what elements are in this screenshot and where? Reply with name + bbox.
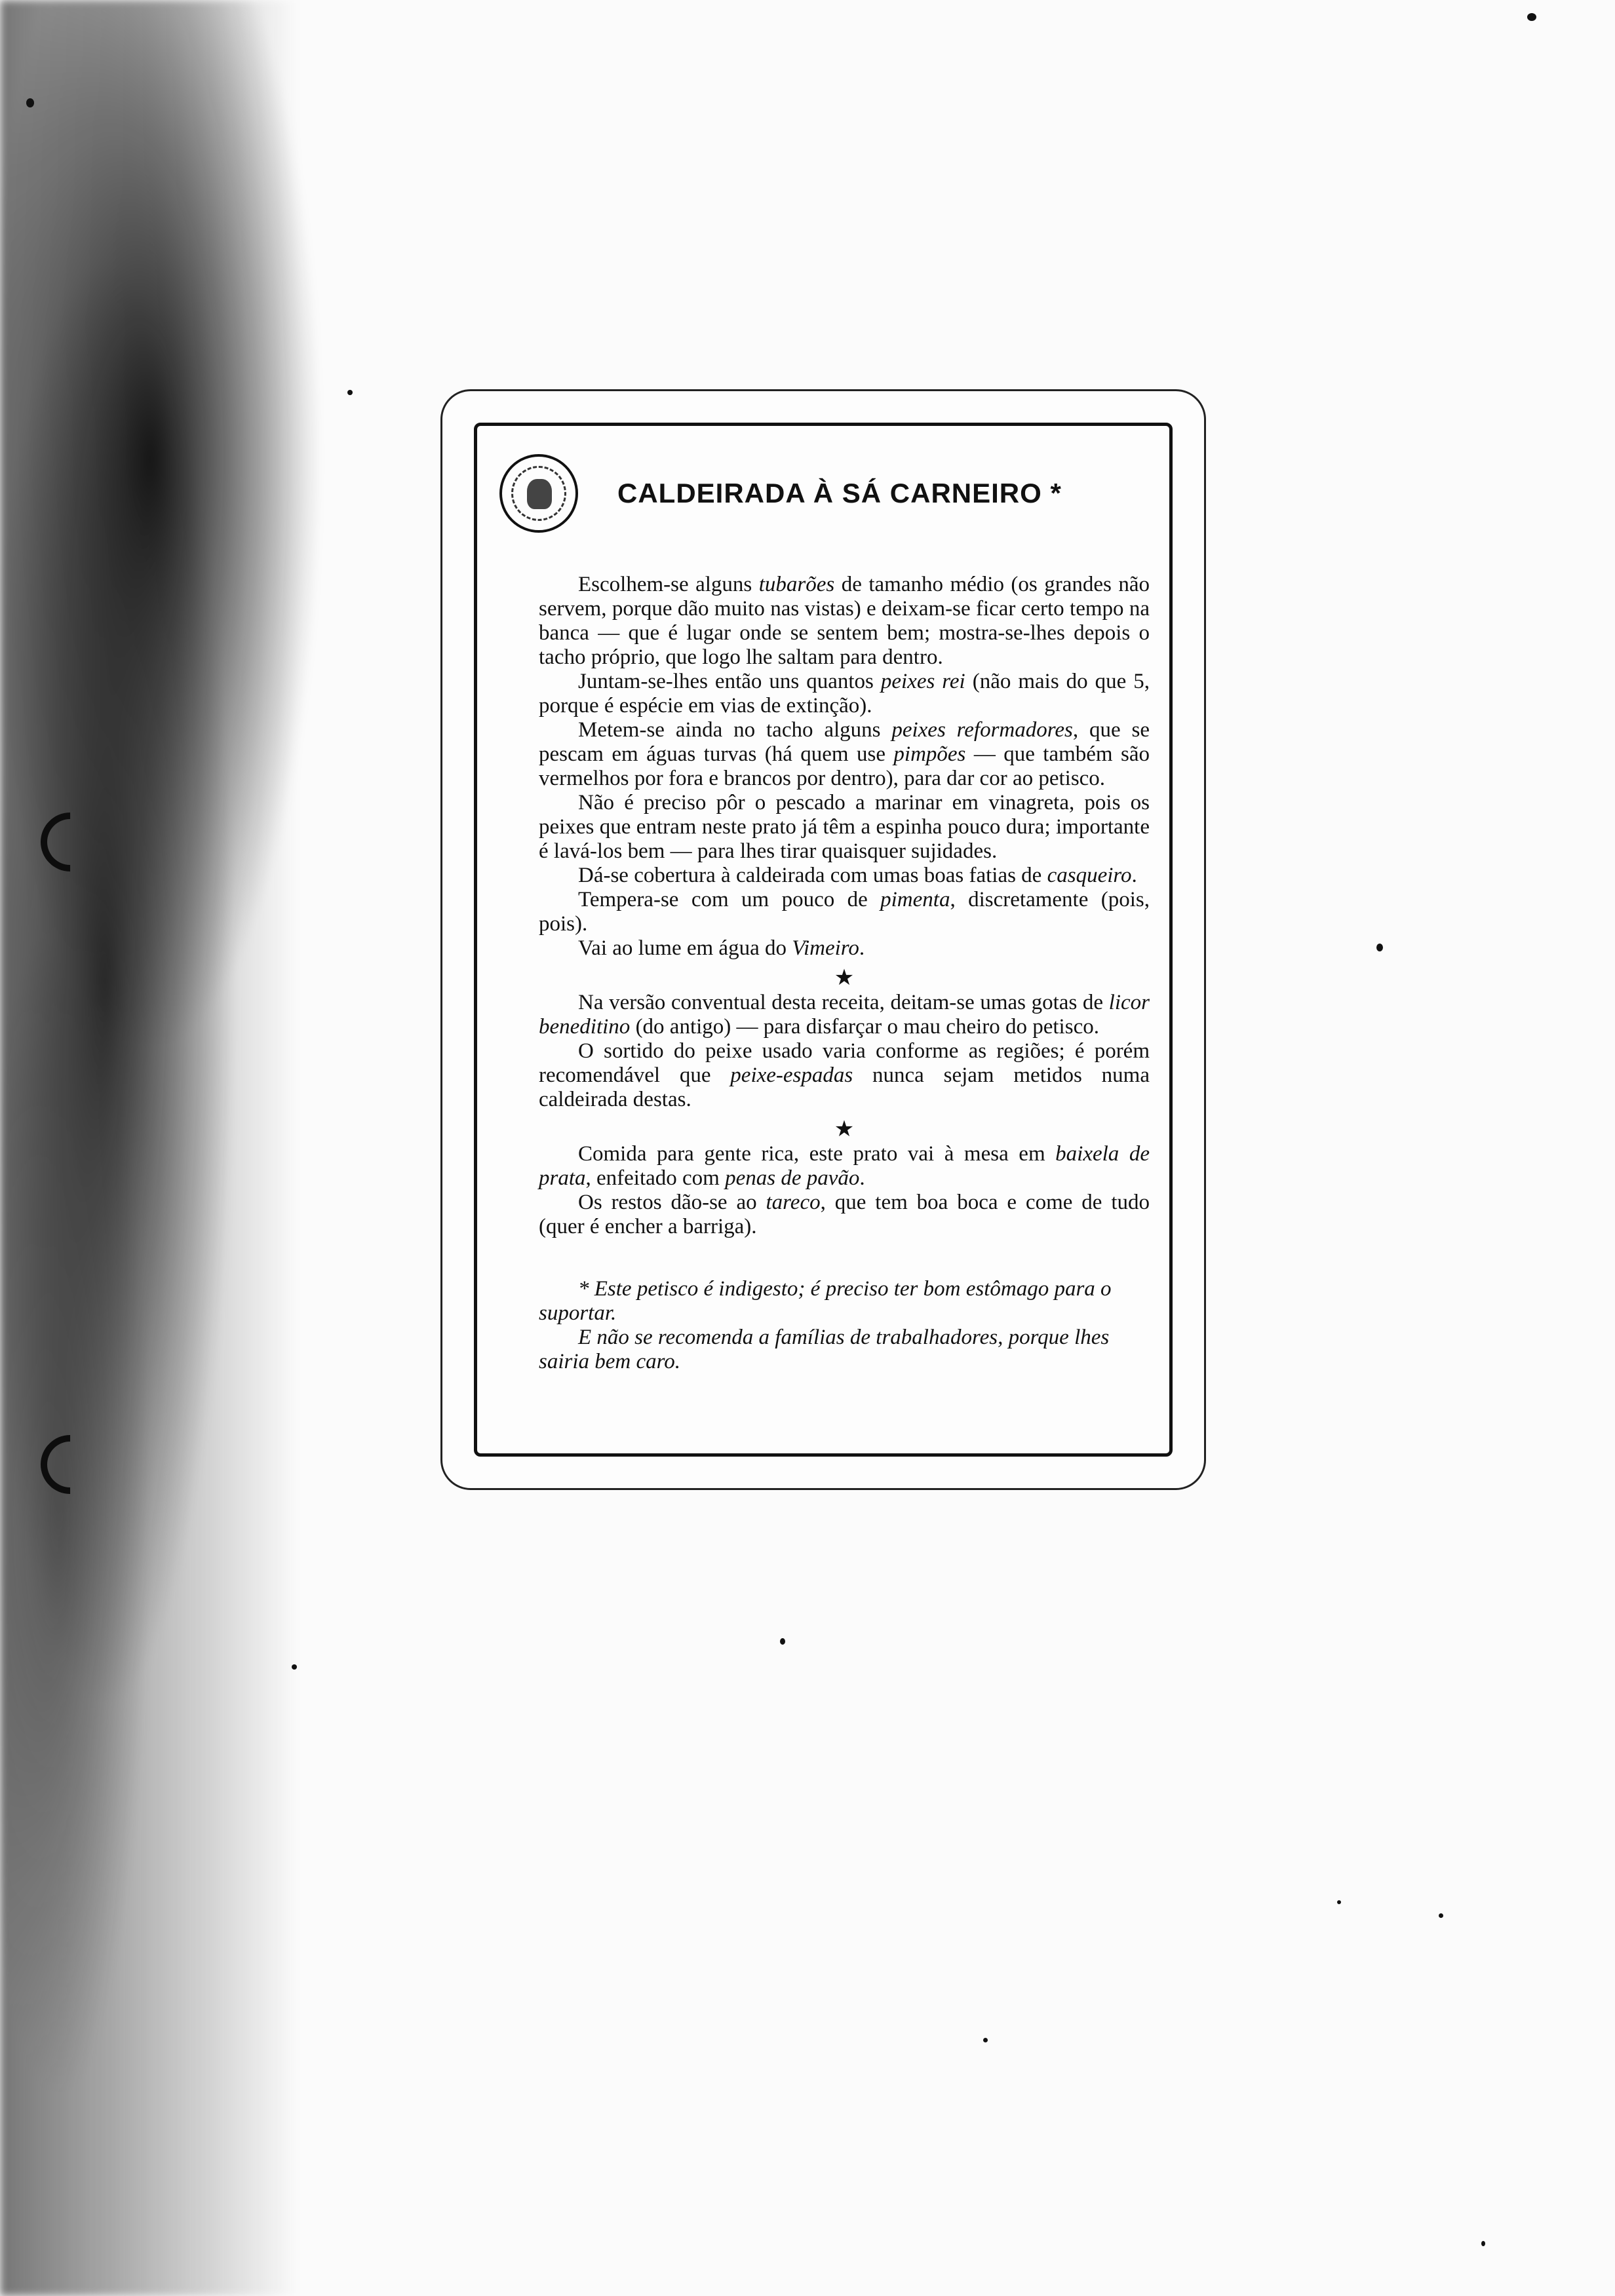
paragraph: Os restos dão-se ao tareco, que tem boa boca e come de tudo (quer é encher a barriga). xyxy=(539,1191,1150,1238)
recipe-paragraphs xyxy=(539,573,1150,961)
card-frame xyxy=(474,423,1173,1457)
paragraph: O sortido do peixe usado varia conforme as regiões; é porém recomendável que peixe-espadas nunca sejam metidos numa caldeirada destas. xyxy=(539,1039,1150,1111)
speck xyxy=(780,1638,785,1645)
photocopy-smudge xyxy=(0,0,498,2296)
speck xyxy=(26,98,34,107)
emphasis: peixe-espadas xyxy=(730,1063,853,1087)
emphasis: peixes reformadores xyxy=(891,718,1073,742)
emphasis: tubarões xyxy=(758,573,835,596)
speck xyxy=(983,2038,988,2042)
emphasis: pimenta xyxy=(880,888,950,911)
emphasis: casqueiro xyxy=(1047,864,1132,887)
emphasis: pimpões xyxy=(893,742,966,766)
recipe-paragraphs-variant xyxy=(539,991,1150,1112)
star-separator: ★ xyxy=(834,966,855,990)
recipe-card xyxy=(440,389,1206,1490)
speck xyxy=(1439,1913,1443,1918)
paragraph: Escolhem-se alguns tubarões de tamanho médio (os grandes não servem, porque dão muito nas vistas) e deixam-se ficar certo tempo na banca — que é lugar onde se sentem bem; mostra-se-lhes depois o tacho próprio, que logo lhe saltam para dentro. xyxy=(539,573,1150,669)
recipe-body xyxy=(499,573,1150,1239)
paragraph: Metem-se ainda no tacho alguns peixes reformadores, que se pescam em águas turvas (há quem use pimpões — que também são vermelhos por fora e brancos por dentro), para dar cor ao petisco. xyxy=(539,718,1150,790)
speck xyxy=(1337,1900,1341,1904)
emphasis: peixes rei xyxy=(880,670,965,693)
recipe-paragraphs-serving xyxy=(539,1142,1150,1239)
paragraph: Não é preciso pôr o pescado a marinar em vinagreta, pois os peixes que entram neste prato já têm a espinha pouco dura; importante é lavá-los bem — para lhes tirar quaisquer sujidades. xyxy=(539,791,1150,863)
speck xyxy=(1376,944,1383,951)
paragraph: Dá-se cobertura à caldeirada com umas boas fatias de casqueiro. xyxy=(578,864,1137,887)
emphasis: Vimeiro xyxy=(792,936,859,960)
speck xyxy=(347,390,353,395)
card-header xyxy=(499,444,1150,543)
recipe-title: CALDEIRADA À SÁ CARNEIRO * xyxy=(617,478,1062,508)
star-separator: ★ xyxy=(834,1117,855,1141)
emphasis: licor beneditino xyxy=(539,991,1150,1039)
paragraph: E não se recomenda a famílias de trabalhadores, porque lhes sairia bem caro. xyxy=(539,1326,1110,1373)
paragraph: Juntam-se-lhes então uns quantos peixes rei (não mais do que 5, porque é espécie em vias de extinção). xyxy=(539,670,1150,718)
emphasis: tareco xyxy=(766,1191,821,1214)
paragraph: Comida para gente rica, este prato vai à mesa em baixela de prata, enfeitado com penas de pavão. xyxy=(539,1142,1150,1190)
paragraph: * Este petisco é indigesto; é preciso ter bom estômago para o suportar. xyxy=(539,1277,1112,1325)
footnote xyxy=(499,1277,1150,1374)
speck xyxy=(1527,13,1536,21)
speck xyxy=(1481,2241,1485,2246)
emphasis: baixela de prata xyxy=(539,1142,1150,1190)
paragraph: Tempera-se com um pouco de pimenta, discretamente (pois, pois). xyxy=(539,888,1150,936)
paragraph: Vai ao lume em água do Vimeiro. xyxy=(578,936,865,960)
seal-stamp-icon xyxy=(499,454,578,533)
paragraph: Na versão conventual desta receita, deitam-se umas gotas de licor beneditino (do antigo) — para disfarçar o mau cheiro do petisco. xyxy=(539,991,1150,1039)
speck xyxy=(292,1664,297,1670)
emphasis: penas de pavão xyxy=(725,1166,860,1190)
